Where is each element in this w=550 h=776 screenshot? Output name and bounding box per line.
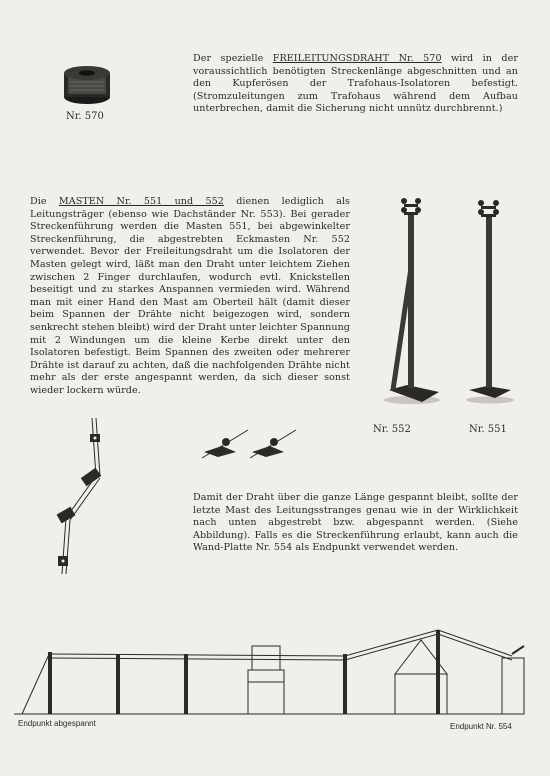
wire-paragraph xyxy=(193,53,518,116)
mast-551-image xyxy=(465,192,515,408)
mast-551-caption: Nr. 551 xyxy=(469,424,507,435)
wire-routing-diagram xyxy=(52,418,112,578)
wire-winding-detail xyxy=(200,426,300,462)
masts-highlight: MASTEN Nr. 551 und 552 xyxy=(58,196,224,207)
overhead-line-diagram xyxy=(14,618,524,718)
wire-highlight: FREILEITUNGSDRAHT Nr. 570 xyxy=(272,53,442,64)
wire-spool-image xyxy=(62,64,112,106)
endpoint-left-label: Endpunkt abgespannt xyxy=(18,719,96,728)
mast-552-caption: Nr. 552 xyxy=(373,424,411,435)
wire-rest: wird in der voraussichtlich benötigten Streckenlänge abgeschnitten und an den Kupferösen der Trafohaus-Isolatoren befestigt. (Stromzuleitungen zum Trafohaus während dem Aufbau unterbrechen, damit die Sicherung nicht unnütz durchbrennt.) xyxy=(193,53,518,115)
masts-intro: Die xyxy=(30,196,59,207)
endpoint-right-label: Endpunkt Nr. 554 xyxy=(450,722,512,731)
mast-552-image xyxy=(385,190,445,410)
masts-paragraph xyxy=(30,196,350,398)
wire-intro: Der spezielle xyxy=(193,53,273,64)
spool-caption: Nr. 570 xyxy=(66,111,104,122)
masts-rest: dienen lediglich als Leitungsträger (ebenso wie Dachständer Nr. 553). Bei gerader Streckenführung werden die Masten 551, bei abgewinkelter Streckenführung, die abgestrebten Eckmasten Nr. 552 verwendet. Bevor der Freileitungsdraht um die Isolatoren der Masten gelegt wird, läßt man den Draht unter leichtem Ziehen zwischen 2 Finger durchlaufen, wodurch evtl. Knickstellen beseitigt und zu starkes Anspannen vermieden wird. Während man mit einer Hand den Mast am Oberteil hält (damit dieser beim Spannen der Drähte nicht beigezogen wird, sondern senkrecht stehen bleibt) wird der Draht unter leichter Spannung mit 2 Windungen um die kleine Kerbe direkt unter den Isolatoren befestigt. Beim Spannen des zweiten oder mehrerer Drähte ist darauf zu achten, daß die nachfolgenden Drähte nicht mehr als der erste angespannt werden, da sich dieser sonst wieder lockern würde. xyxy=(30,196,351,396)
tension-paragraph: Damit der Draht über die ganze Länge gespannt bleibt, sollte der letzte Mast des Leitungsstranges genau wie in der Wirklichkeit nach unten abgestrebt bzw. abgespannt werden. (Siehe Abbildung). Falls es die Streckenführung erlaubt, kann auch die Wand-Platte Nr. 554 als Endpunkt verwendet werden. xyxy=(193,492,518,554)
